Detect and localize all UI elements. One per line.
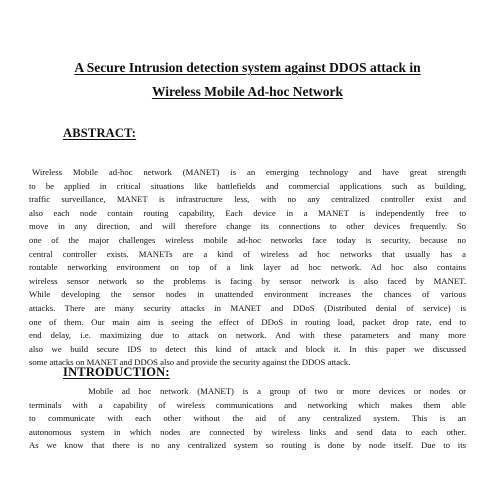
abstract-body bbox=[29, 166, 466, 370]
introduction-line: As we know that there is no any centralized system so routing is done by node itself. Due to its bbox=[29, 440, 466, 451]
abstract-line: attacks. There are many security attacks in MANET and DDoS (Distributed denial of service) is bbox=[29, 302, 466, 313]
abstract-line: also each node contain routing capability, Each device in a MANET is independently free to bbox=[29, 207, 466, 218]
abstract-line: traffic surveillance, MANET is infrastructure less, with no any centralized controller exist and bbox=[29, 194, 466, 205]
paper-title-line-2: Wireless Mobile Ad-hoc Network bbox=[151, 84, 344, 99]
abstract-line: one of the major challenges wireless mobile ad-hoc networks face today is security, because no bbox=[29, 234, 466, 245]
abstract-line: routable networking environment on top of a link layer ad hoc network. Ad hoc also contains bbox=[29, 262, 466, 273]
introduction-line: to communicate with each other without the aid of any centralized system. This is an bbox=[29, 413, 466, 424]
paper-title bbox=[30, 58, 465, 102]
abstract-line: also we build secure IDS to detect this kind of attack and block it. In this paper we discussed bbox=[29, 343, 466, 354]
paper-title-line-1: A Secure Intrusion detection system against DDOS attack in bbox=[74, 60, 421, 75]
abstract-line: wireless sensor network so the problems is facing by sensor network is also faced by MANET. bbox=[29, 275, 466, 286]
introduction-line: autonomous system in which nodes are connected by wireless links and send data to each other. bbox=[29, 426, 466, 437]
introduction-line: terminals with a capability of wireless communications and networking which makes them able bbox=[29, 399, 466, 410]
abstract-line: move in any direction, and will therefore change its connections to other devices frequently. So bbox=[29, 221, 466, 232]
introduction-line: Mobile ad hoc network (MANET) is a group of two or more devices or nodes or bbox=[88, 386, 466, 396]
abstract-line: one of them. Our main aim is seeing the effect of DDoS in routing load, packet drop rate, end to bbox=[29, 316, 466, 327]
abstract-line: to be applied in critical situations like battlefields and commercial applications such as building, bbox=[29, 180, 466, 191]
abstract-heading: ABSTRACT: bbox=[63, 126, 137, 140]
abstract-line: While developing the sensor nodes in unattended environment increases the chances of various bbox=[29, 289, 466, 300]
abstract-line: Wireless Mobile ad-hoc network (MANET) is an emerging technology and have great strength bbox=[32, 167, 466, 177]
introduction-body bbox=[29, 385, 466, 453]
abstract-line: some attacks on MANET and DDOS also and provide the security against the DDOS attack. bbox=[29, 357, 351, 368]
abstract-line: central controller exists. MANETs are a kind of wireless ad hoc networks that usually has a bbox=[29, 248, 466, 259]
abstract-line: end delay, i.e. maximizing due to attack on network. And with these parameters and many more bbox=[29, 330, 466, 341]
introduction-heading: INTRODUCTION: bbox=[63, 365, 170, 379]
